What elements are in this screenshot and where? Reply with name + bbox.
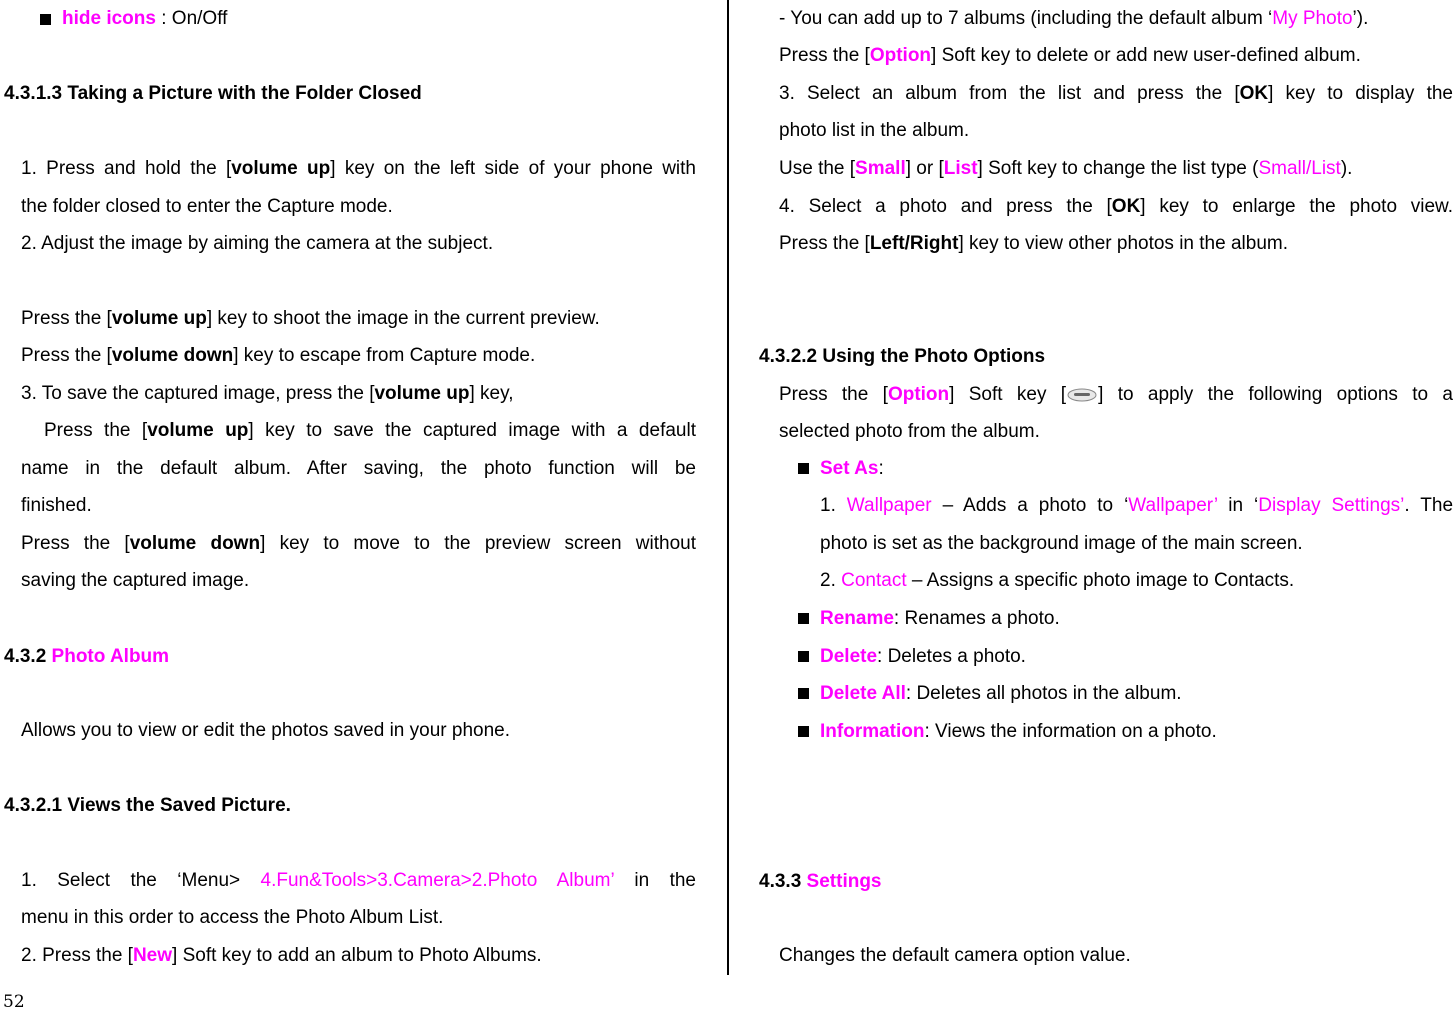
option-label: Delete bbox=[820, 646, 878, 667]
text: : Renames a photo. bbox=[893, 608, 1060, 629]
paragraph-p7b: saving the captured image. bbox=[21, 570, 250, 591]
heading-title: Settings bbox=[806, 871, 882, 892]
text: ] or [ bbox=[905, 158, 944, 179]
text: 4. Select a photo and press the [ bbox=[779, 196, 1112, 217]
text: Press the [ bbox=[21, 308, 112, 329]
option-label: Rename bbox=[820, 608, 894, 629]
option-set-as bbox=[820, 458, 884, 480]
text: 3. To save the captured image, press the [ bbox=[21, 383, 375, 404]
option-rename bbox=[820, 608, 1060, 630]
text: ] Soft key to change the list type ( bbox=[977, 158, 1259, 179]
text: Press the [ bbox=[44, 420, 148, 441]
text: : Deletes a photo. bbox=[877, 646, 1026, 667]
page-number: 52 bbox=[3, 992, 25, 1012]
paragraph-p5 bbox=[21, 383, 513, 405]
text: ] key, bbox=[469, 383, 514, 404]
option-delete bbox=[820, 646, 1026, 668]
text: ] key to move to the preview screen without bbox=[260, 533, 696, 554]
wallpaper-label: Wallpaper’ bbox=[1128, 495, 1218, 516]
contact-label: Contact bbox=[841, 570, 907, 591]
paragraph-p6 bbox=[44, 420, 696, 442]
paragraph-p9 bbox=[21, 870, 696, 892]
hide-icons-item bbox=[62, 8, 227, 30]
key-volume-down: volume down bbox=[129, 533, 261, 554]
paragraph-r1 bbox=[779, 8, 1368, 30]
key-list: List bbox=[943, 158, 978, 179]
text: Press the [ bbox=[21, 345, 112, 366]
option-wallpaper-b: photo is set as the background image of the main screen. bbox=[820, 533, 1303, 554]
key-option: Option bbox=[869, 45, 932, 66]
key-volume-up: volume up bbox=[231, 158, 331, 179]
paragraph-r3b: photo list in the album. bbox=[779, 120, 970, 141]
key-left-right: Left/Right bbox=[869, 233, 959, 254]
paragraph-r6 bbox=[779, 233, 1288, 255]
paragraph-p3 bbox=[21, 308, 600, 330]
album-name: My Photo bbox=[1272, 8, 1353, 29]
square-bullet-icon bbox=[798, 688, 809, 699]
paragraph-p2: 2. Adjust the image by aiming the camera at the subject. bbox=[21, 233, 494, 254]
text: ’). bbox=[1352, 8, 1369, 29]
key-option: Option bbox=[887, 384, 950, 405]
square-bullet-icon bbox=[798, 463, 809, 474]
text: : Views the information on a photo. bbox=[924, 721, 1217, 742]
key-volume-up: volume up bbox=[147, 420, 249, 441]
text: ] key on the left side of your phone with bbox=[330, 158, 696, 179]
text: ] key to enlarge the photo view. bbox=[1140, 196, 1453, 217]
heading-4322: 4.3.2.2 Using the Photo Options bbox=[759, 346, 1046, 367]
display-settings-label: Display Settings’ bbox=[1258, 495, 1405, 516]
text: ] key to escape from Capture mode. bbox=[233, 345, 536, 366]
text: Press the [ bbox=[779, 384, 888, 405]
text: Press the [ bbox=[779, 233, 870, 254]
paragraph-r7b: selected photo from the album. bbox=[779, 421, 1040, 442]
text: ] key to view other photos in the album. bbox=[958, 233, 1288, 254]
paragraph-p6c: finished. bbox=[21, 495, 92, 516]
paragraph-r7 bbox=[779, 384, 1453, 406]
key-volume-up: volume up bbox=[374, 383, 470, 404]
key-ok: OK bbox=[1111, 196, 1141, 217]
list-types: Small/List bbox=[1258, 158, 1341, 179]
column-divider bbox=[727, 0, 729, 975]
heading-number: 4.3.3 bbox=[759, 871, 807, 892]
paragraph-p1 bbox=[21, 158, 696, 180]
paragraph-r5 bbox=[779, 196, 1453, 218]
text: Use the [ bbox=[779, 158, 856, 179]
heading-433 bbox=[759, 871, 882, 893]
paragraph-p10 bbox=[21, 945, 542, 967]
paragraph-r8: Changes the default camera option value. bbox=[779, 945, 1131, 966]
paragraph-r2 bbox=[779, 45, 1361, 67]
key-ok: OK bbox=[1239, 83, 1269, 104]
option-label: Set As bbox=[820, 458, 879, 479]
text: ] key to display the bbox=[1268, 83, 1453, 104]
square-bullet-icon bbox=[798, 613, 809, 624]
key-new: New bbox=[132, 945, 173, 966]
hide-icons-text: : On/Off bbox=[155, 8, 228, 29]
text: Press the [ bbox=[21, 533, 130, 554]
text: 3. Select an album from the list and press the [ bbox=[779, 83, 1240, 104]
text: 2. Press the [ bbox=[21, 945, 133, 966]
text: 2. bbox=[820, 570, 842, 591]
text: 1. Select the ‘Menu> bbox=[21, 870, 241, 891]
paragraph-r3 bbox=[779, 83, 1453, 105]
text: ] to apply the following options to a bbox=[1098, 384, 1453, 405]
heading-432 bbox=[4, 646, 169, 668]
option-delete-all bbox=[820, 683, 1182, 705]
paragraph-p4 bbox=[21, 345, 535, 367]
paragraph-p1b: the folder closed to enter the Capture mode. bbox=[21, 196, 393, 217]
text: ] Soft key [ bbox=[949, 384, 1067, 405]
text: ] key to shoot the image in the current preview. bbox=[206, 308, 600, 329]
square-bullet-icon bbox=[40, 14, 51, 25]
text: in ‘ bbox=[1217, 495, 1259, 516]
text: ] key to save the captured image with a default bbox=[248, 420, 696, 441]
option-label: Information bbox=[820, 721, 925, 742]
key-volume-up: volume up bbox=[111, 308, 207, 329]
heading-title: Photo Album bbox=[51, 646, 170, 667]
square-bullet-icon bbox=[798, 651, 809, 662]
text: 1. Press and hold the [ bbox=[21, 158, 232, 179]
paragraph-p6b: name in the default album. After saving, the photo function will be bbox=[21, 458, 696, 479]
paragraph-r4 bbox=[779, 158, 1352, 180]
option-information bbox=[820, 721, 1217, 743]
heading-4313: 4.3.1.3 Taking a Picture with the Folder Closed bbox=[4, 83, 422, 104]
heading-4321: 4.3.2.1 Views the Saved Picture. bbox=[4, 795, 291, 816]
heading-number: 4.3.2 bbox=[4, 646, 52, 667]
paragraph-p7 bbox=[21, 533, 696, 555]
text: – Assigns a specific photo image to Contacts. bbox=[906, 570, 1295, 591]
key-small: Small bbox=[855, 158, 906, 179]
menu-path: 4.Fun&Tools>3.Camera>2.Photo Album’ bbox=[260, 870, 614, 891]
text: : bbox=[878, 458, 884, 479]
text: – Adds a photo to ‘ bbox=[931, 495, 1129, 516]
text: Press the [ bbox=[779, 45, 870, 66]
text: : Deletes all photos in the album. bbox=[905, 683, 1182, 704]
text: . The bbox=[1404, 495, 1453, 516]
wallpaper-label: Wallpaper bbox=[846, 495, 932, 516]
soft-key-icon bbox=[1066, 387, 1098, 403]
text: ] Soft key to add an album to Photo Albums. bbox=[172, 945, 542, 966]
hide-icons-label: hide icons bbox=[62, 8, 156, 29]
paragraph-p8: Allows you to view or edit the photos saved in your phone. bbox=[21, 720, 511, 741]
text: in the bbox=[634, 870, 696, 891]
option-contact bbox=[820, 570, 1294, 592]
text: ] Soft key to delete or add new user-defined album. bbox=[931, 45, 1361, 66]
text: ). bbox=[1340, 158, 1353, 179]
paragraph-p9b: menu in this order to access the Photo Album List. bbox=[21, 907, 444, 928]
text: - You can add up to 7 albums (including the default album ‘ bbox=[779, 8, 1273, 29]
text: 1. bbox=[820, 495, 847, 516]
option-wallpaper bbox=[820, 495, 1453, 517]
option-label: Delete All bbox=[820, 683, 906, 704]
key-volume-down: volume down bbox=[111, 345, 234, 366]
square-bullet-icon bbox=[798, 726, 809, 737]
